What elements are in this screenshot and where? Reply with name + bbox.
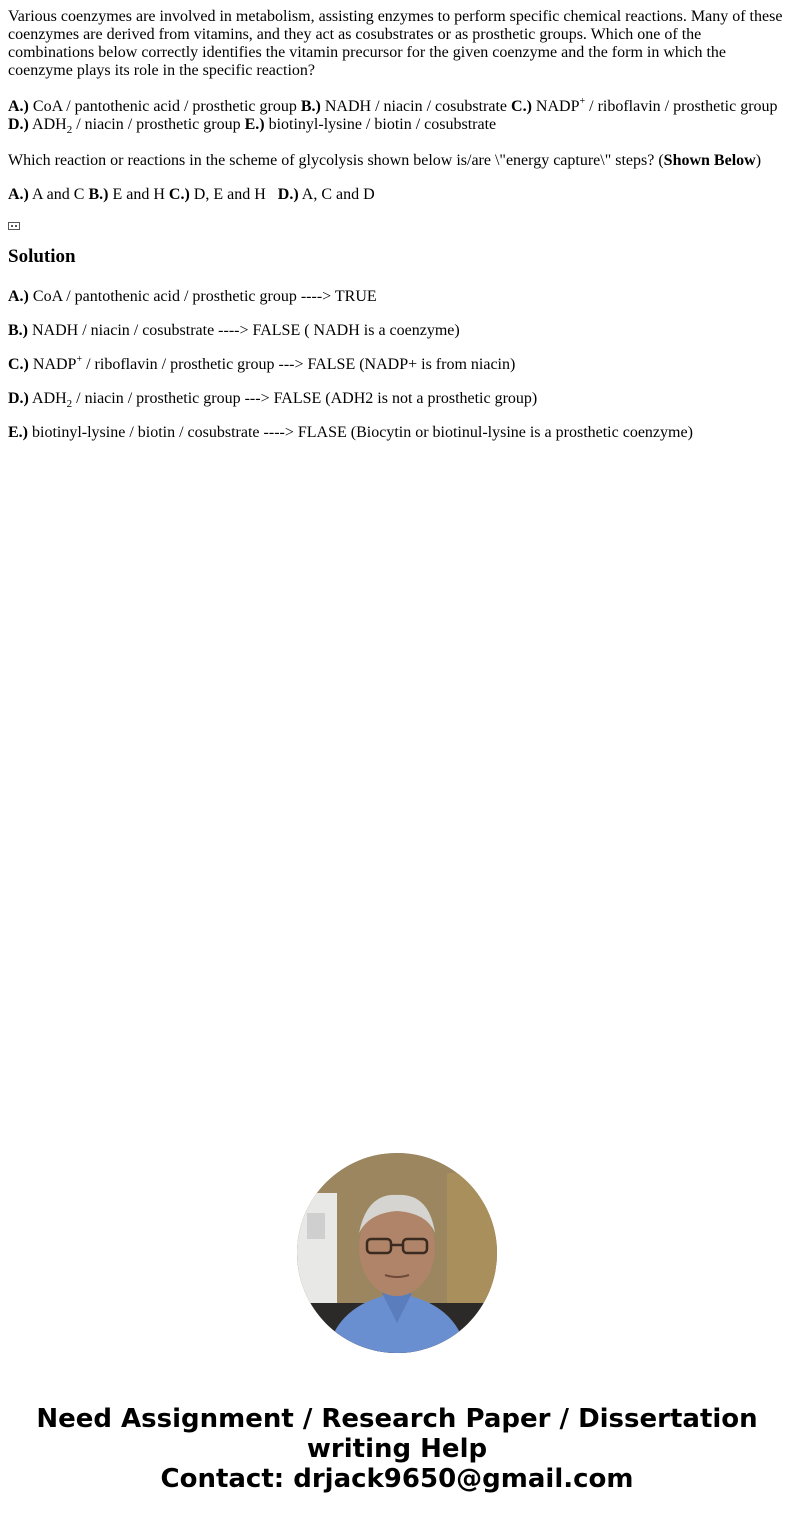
option-c: C.) NADP+ / riboflavin / prosthetic group xyxy=(511,95,778,115)
solution-line-c: C.) NADP+ / riboflavin / prosthetic group ---> FALSE (NADP+ is from niacin) xyxy=(8,353,516,373)
question-1-options xyxy=(8,95,786,137)
contact-banner xyxy=(0,1404,794,1494)
option-a: A.) CoA / pantothenic acid / prosthetic group xyxy=(8,98,297,115)
author-avatar xyxy=(297,1153,497,1353)
q2-option-a: A.) A and C xyxy=(8,186,89,203)
question-2-options xyxy=(8,186,786,204)
banner-contact: Contact: drjack9650@gmail.com xyxy=(160,1464,634,1494)
option-b: B.) NADH / niacin / cosubstrate xyxy=(300,98,508,115)
q2-option-d: D.) A, C and D xyxy=(277,186,375,203)
q2-option-c: C.) D, E and H xyxy=(168,186,278,203)
person-photo-icon xyxy=(297,1153,497,1353)
q2-option-b: B.) E and H xyxy=(88,186,169,203)
document-content xyxy=(8,8,786,458)
solution-line-b: B.) NADH / niacin / cosubstrate ----> FALSE ( NADH is a coenzyme) xyxy=(8,322,460,339)
broken-image-icon xyxy=(8,222,20,230)
option-e: E.) biotinyl-lysine / biotin / cosubstrate xyxy=(244,116,497,133)
glycolysis-image-placeholder xyxy=(8,220,786,232)
solution-line-e: E.) biotinyl-lysine / biotin / cosubstrate ----> FLASE (Biocytin or biotinul-lysine is a prosthetic coenzyme) xyxy=(8,424,693,441)
question-1-text: Various coenzymes are involved in metabolism, assisting enzymes to perform specific chemical reactions. Many of these coenzymes are derived from vitamins, and they act as cosubstrates or as prosthetic groups. Which one of the combinations below correctly identifies the vitamin precursor for the given coenzyme and the form in which the coenzyme plays its role in the specific reaction? xyxy=(8,8,783,79)
solution-heading: Solution xyxy=(8,246,76,267)
solution-line-d: D.) $ADH_2$ / niacin / prosthetic group ---> FALSE (ADH2 is not a prosthetic group) xyxy=(8,390,538,411)
banner-line-2: writing Help xyxy=(306,1434,488,1464)
banner-line-1: Need Assignment / Research Paper / Dissertation xyxy=(36,1404,758,1434)
question-2-text: Which reaction or reactions in the scheme of glycolysis shown below is/are \"energy capture\" steps? (Shown Below) xyxy=(8,152,762,169)
option-d: D.) $ADH_2$ / niacin / prosthetic group xyxy=(8,116,241,137)
solution-line-a: A.) CoA / pantothenic acid / prosthetic group ----> TRUE xyxy=(8,288,377,305)
